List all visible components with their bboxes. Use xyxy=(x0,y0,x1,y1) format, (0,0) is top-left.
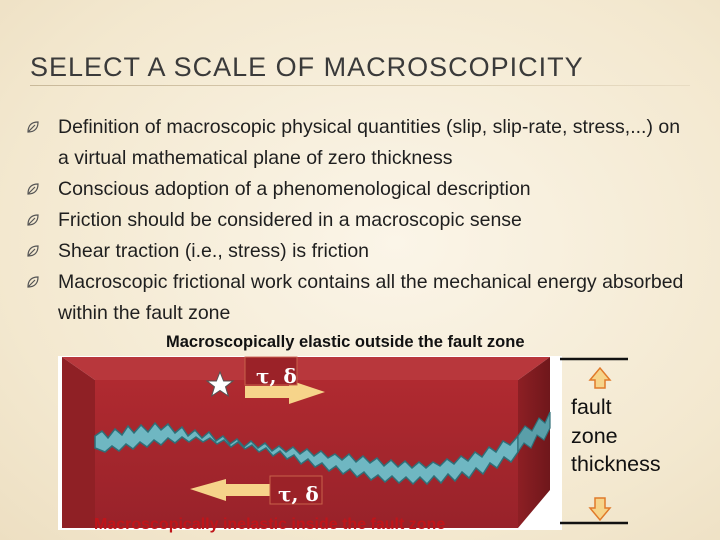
fault-zone-thickness-label xyxy=(571,393,701,479)
bullet-text: Shear traction (i.e., stress) is friction xyxy=(58,240,370,262)
side-label-line: zone xyxy=(571,423,618,448)
side-label-line: fault xyxy=(571,395,612,419)
side-label-line: thickness xyxy=(571,452,661,476)
thickness-up-arrow-icon xyxy=(590,368,610,388)
slide-title: SELECT A SCALE OF MACROSCOPICITY xyxy=(30,52,584,82)
block-left-face xyxy=(62,357,95,528)
bullet-text: Definition of macroscopic physical quantities (slip, slip-rate, stress,...) on a virtual mathematical plane of zero thickness xyxy=(58,116,681,169)
stress-slip-symbol-top: τ, δ xyxy=(256,364,297,388)
elastic-caption: Macroscopically elastic outside the fault zone xyxy=(166,333,525,351)
inelastic-caption: Macroscopically inelastic inside the fault zone xyxy=(94,516,446,533)
bullet-text: Friction should be considered in a macroscopic sense xyxy=(58,209,522,231)
block-top-face xyxy=(62,357,550,380)
bullet-text: Macroscopic frictional work contains all the mechanical energy absorbed within the fault zone xyxy=(58,271,684,324)
thickness-down-arrow-icon xyxy=(590,498,610,520)
bullet-text: Conscious adoption of a phenomenological description xyxy=(58,178,531,200)
stress-slip-symbol-bottom: τ, δ xyxy=(278,482,319,506)
